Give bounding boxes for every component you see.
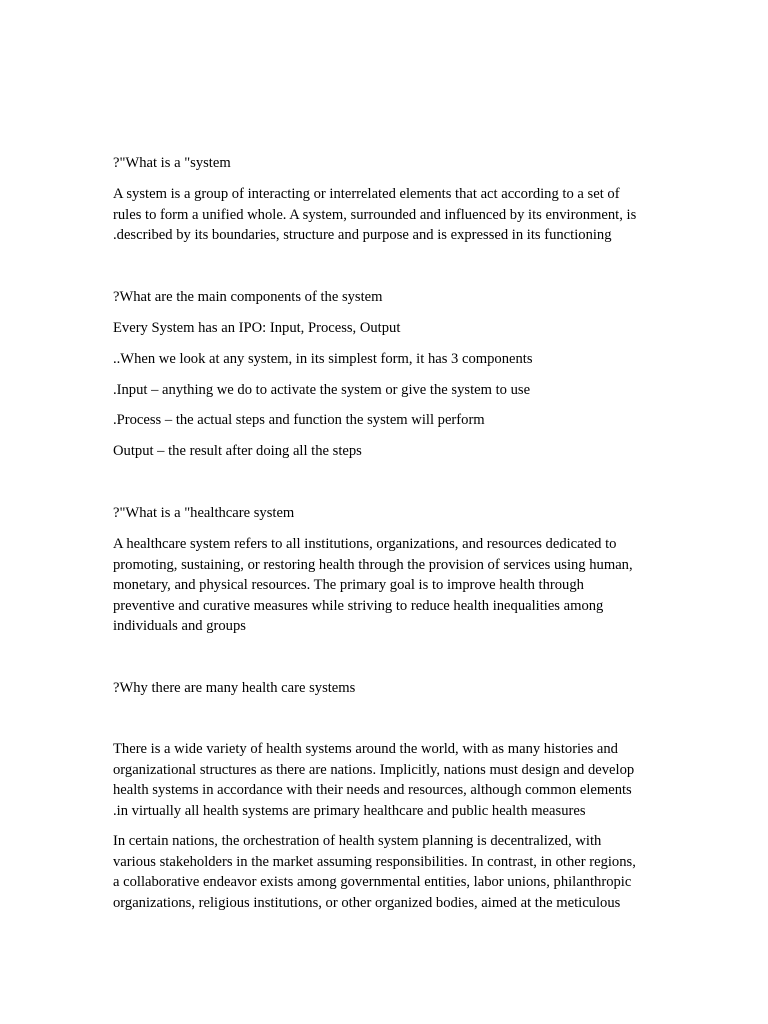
answer-process: .Process – the actual steps and function the system will perform xyxy=(113,412,485,428)
question-what-is-a-system: ?"What is a "system xyxy=(113,155,231,171)
question-healthcare-system: ?"What is a "healthcare system xyxy=(113,505,295,521)
question-main-components: ?What are the main components of the system xyxy=(113,289,383,305)
answer-output: Output – the result after doing all the steps xyxy=(113,443,362,459)
answer-input: .Input – anything we do to activate the system or give the system to use xyxy=(113,382,531,398)
document-page xyxy=(113,0,658,1024)
answer-variety-of-systems: There is a wide variety of health systems around the world, with as many histories and organizational structures as there are nations. Implicitly, nations must design and develop health systems in accordance with their needs and resources, although common elements .in virtually all health systems are primary healthcare and public health measures xyxy=(113,741,635,819)
answer-system-definition: A system is a group of interacting or interrelated elements that act according to a set of rules to form a unified whole. A system, surrounded and influenced by its environment, is .described by its boundaries, structure and purpose and is expressed in its functioning xyxy=(113,186,637,244)
question-why-many-systems: ?Why there are many health care systems xyxy=(113,680,356,696)
answer-healthcare-definition: A healthcare system refers to all institutions, organizations, and resources dedicated to promoting, sustaining, or restoring health through the provision of services using human, monetary, and physical resources. The primary goal is to improve health through preventive and curative measures while striving to reduce health inequalities among individuals and groups xyxy=(113,536,633,635)
answer-components-intro: ..When we look at any system, in its simplest form, it has 3 components xyxy=(113,351,533,367)
answer-decentralized-planning: In certain nations, the orchestration of health system planning is decentralized, with various stakeholders in the market assuming responsibilities. In contrast, in other regions, a collaborative endeavor exists among governmental entities, labor unions, philanthropic organizations, religious institutions, or other organized bodies, aimed at the meticulous xyxy=(113,833,636,911)
answer-ipo: Every System has an IPO: Input, Process, Output xyxy=(113,320,401,336)
